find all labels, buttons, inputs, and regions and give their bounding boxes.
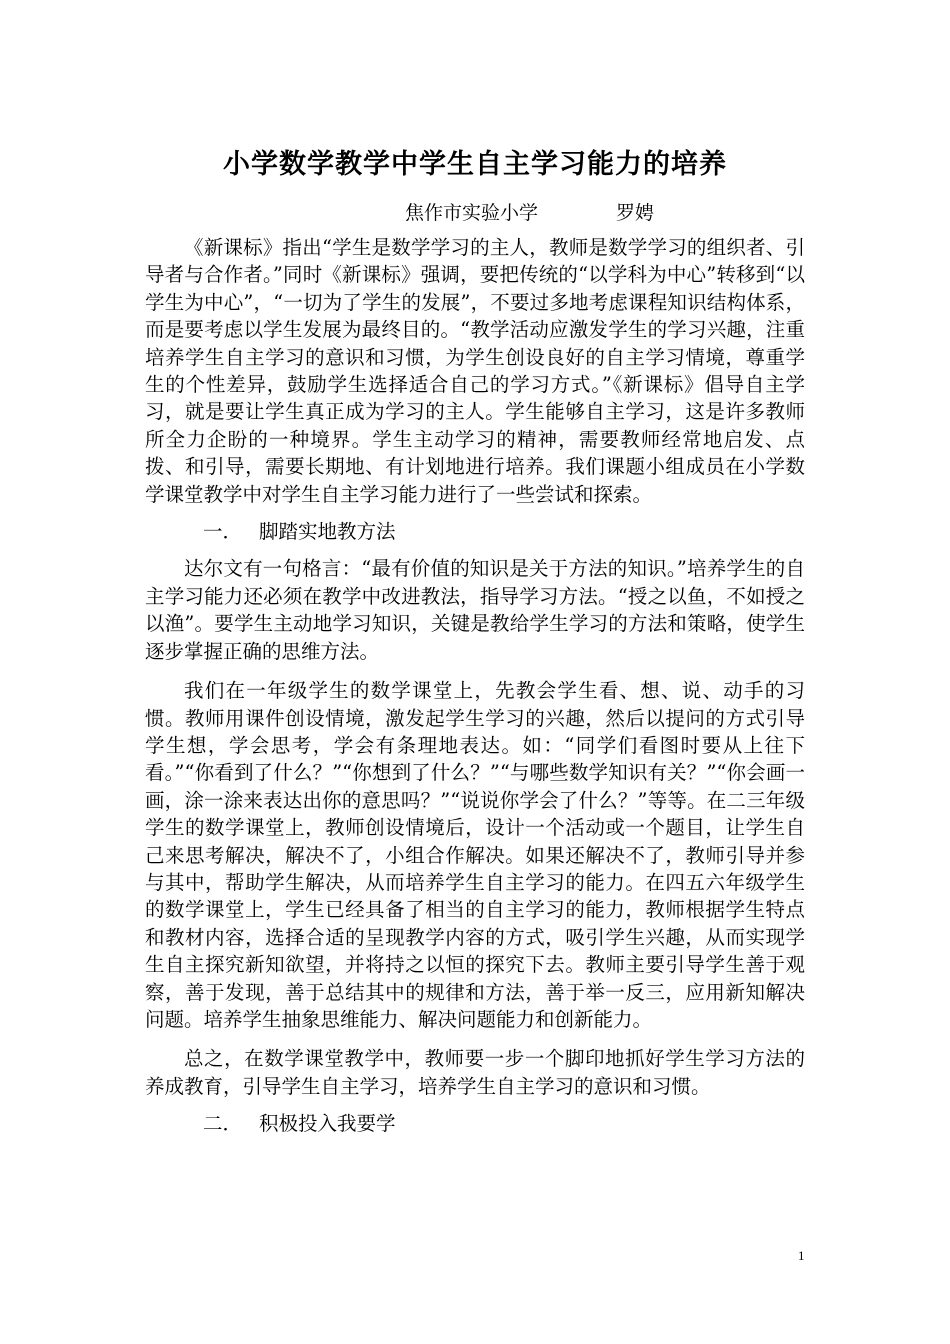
author-name: 罗娉 xyxy=(616,202,655,224)
paragraph-intro: 《新课标》指出“学生是数学学习的主人，教师是数学学习的组织者、引导者与合作者。”同时《新课标》强调，要把传统的“以学科为中心”转移到“以学生为中心”，“一切为了学生的发展”，不要过多地考虑课程知识结构体系，而是要考虑以学生发展为最终目的。“教学活动应激发学生的学习兴趣，注重培养学生自主学习的意识和习惯，为学生创设良好的自主学习情境，尊重学生的个性差异，鼓励学生选择适合自己的学习方式。”《新课标》倡导自主学习，就是要让学生真正成为学习的主人。学生能够自主学习，这是许多教师所全力企盼的一种境界。学生主动学习的精神，需要教师经常地启发、点拨、和引导，需要长期地、有计划地进行培养。我们课题小组成员在小学数学课堂教学中对学生自主学习能力进行了一些尝试和探索。 xyxy=(145,236,805,506)
page-number: 1 xyxy=(798,1248,805,1263)
section-title-1: 脚踏实地教方法 xyxy=(259,520,396,544)
byline xyxy=(405,198,654,225)
document-title: 小学数学教学中学生自主学习能力的培养 xyxy=(223,149,727,180)
section-title-2: 积极投入我要学 xyxy=(259,1112,396,1136)
school-name: 焦作市实验小学 xyxy=(405,202,539,224)
document-body xyxy=(145,234,805,1148)
paragraph-method-1: 达尔文有一句格言：“最有价值的知识是关于方法的知识。”培养学生的自主学习能力还必须在教学中改进教法，指导学习方法。“授之以鱼，不如授之以渔”。要学生主动地学习知识，关键是教给学生学习的方法和策略，使学生逐步掌握正确的思维方法。 xyxy=(145,557,805,663)
section-number-1: 一． xyxy=(203,520,243,544)
section-number-2: 二． xyxy=(203,1112,243,1136)
section-heading-1 xyxy=(145,518,805,545)
paragraph-method-3: 总之，在数学课堂教学中，教师要一步一个脚印地抓好学生学习方法的养成教育，引导学生自主学习，培养学生自主学习的意识和习惯。 xyxy=(145,1047,805,1098)
paragraph-method-2: 我们在一年级学生的数学课堂上，先教会学生看、想、说、动手的习惯。教师用课件创设情境，激发起学生学习的兴趣，然后以提问的方式引导学生想，学会思考，学会有条理地表达。如：“同学们看图时要从上往下看。”“你看到了什么？”“你想到了什么？”“与哪些数学知识有关？”“你会画一画，涂一涂来表达出你的意思吗？”“说说你学会了什么？”等等。在二三年级学生的数学课堂上，教师创设情境后，设计一个活动或一个题目，让学生自己来思考解决，解决不了，小组合作解决。如果还解决不了，教师引导并参与其中，帮助学生解决，从而培养学生自主学习的能力。在四五六年级学生的数学课堂上，学生已经具备了相当的自主学习的能力，教师根据学生特点和教材内容，选择合适的呈现教学内容的方式，吸引学生兴趣，从而实现学生自主探究新知欲望，并将持之以恒的探究下去。教师主要引导学生善于观察，善于发现，善于总结其中的规律和方法，善于举一反三，应用新知解决问题。培养学生抽象思维能力、解决问题能力和创新能力。 xyxy=(145,679,805,1031)
section-heading-2 xyxy=(145,1110,805,1137)
